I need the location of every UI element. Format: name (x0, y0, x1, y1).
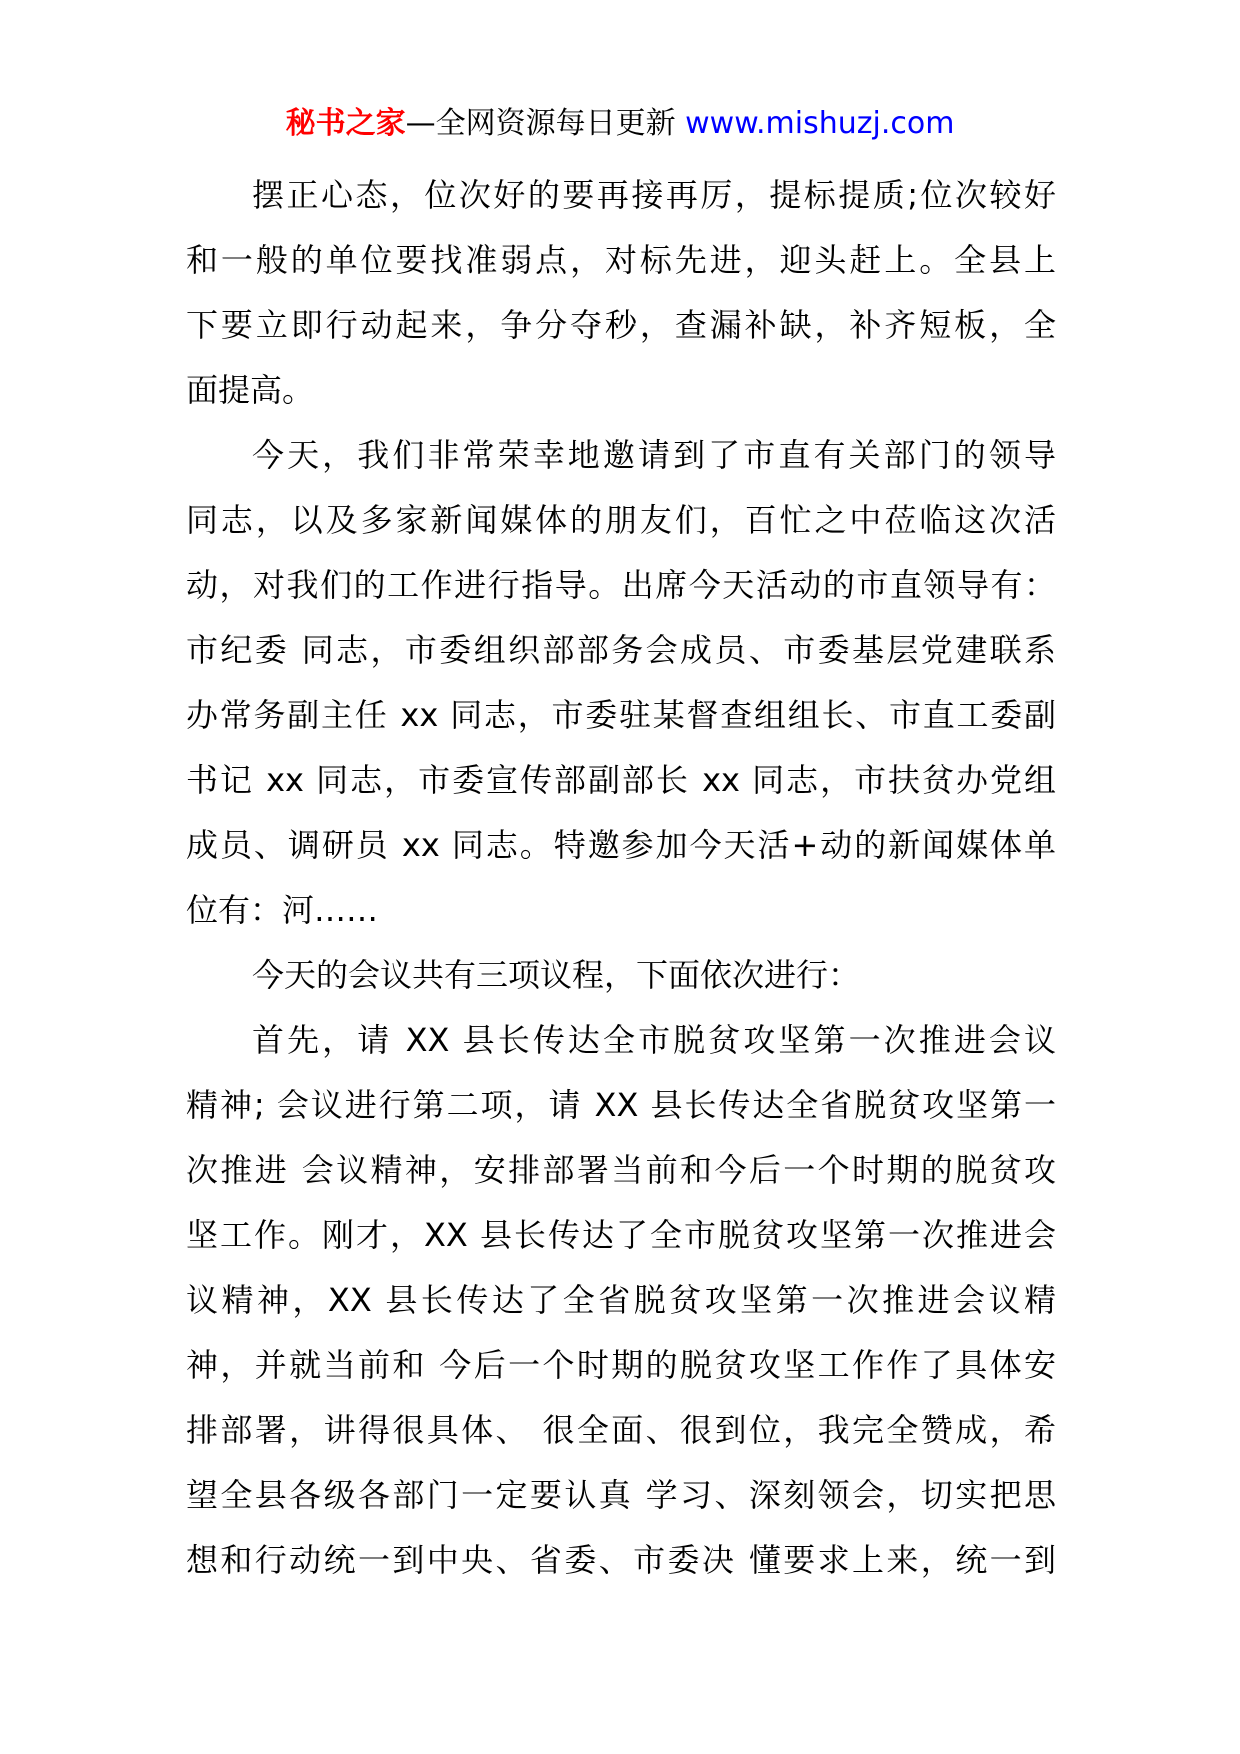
header-url-link[interactable]: www.mishuzj.com (685, 106, 955, 141)
document-body (186, 163, 1056, 1593)
text-line: 市纪委 同志，市委组织部部务会成员、市委基层党建联系 (186, 631, 1056, 669)
header-slogan: —全网资源每日更新 (405, 106, 686, 141)
text-line: 同志，以及多家新闻媒体的朋友们，百忙之中莅临这次活 (186, 501, 1056, 539)
text-line: 想和行动统一到中央、省委、市委决 懂要求上来，统一到 (186, 1541, 1056, 1579)
text-line: 书记 xx 同志，市委宣传部副部长 xx 同志，市扶贫办党组 (186, 761, 1056, 799)
text-line: 动，对我们的工作进行指导。出席今天活动的市直领导有： (186, 566, 1056, 604)
text-line: 办常务副主任 xx 同志，市委驻某督查组组长、市直工委副 (186, 696, 1056, 734)
text-line: 首先，请 XX 县长传达全市脱贫攻坚第一次推进会议 (252, 1021, 1056, 1059)
text-line: 议精神，XX 县长传达了全省脱贫攻坚第一次推进会议精 (186, 1281, 1056, 1319)
text-line: 和一般的单位要找准弱点，对标先进，迎头赶上。全县上 (186, 241, 1056, 279)
text-line: 今天，我们非常荣幸地邀请到了市直有关部门的领导 (252, 436, 1056, 474)
text-line: 摆正心态，位次好的要再接再厉，提标提质;位次较好 (252, 176, 1056, 214)
header-brand: 秘书之家 (285, 106, 406, 141)
text-line: 精神; 会议进行第二项，请 XX 县长传达全省脱贫攻坚第一 (186, 1086, 1056, 1124)
text-line: 坚工作。刚才，XX 县长传达了全市脱贫攻坚第一次推进会 (186, 1216, 1056, 1254)
text-line: 面提高。 (186, 371, 315, 409)
text-line: 神，并就当前和 今后一个时期的脱贫攻坚工作作了具体安 (186, 1346, 1056, 1384)
text-line: 次推进 会议精神，安排部署当前和今后一个时期的脱贫攻 (186, 1151, 1056, 1189)
text-line: 今天的会议共有三项议程，下面依次进行： (252, 956, 861, 994)
text-line: 成员、调研员 xx 同志。特邀参加今天活+动的新闻媒体单 (186, 826, 1056, 864)
text-line: 排部署，讲得很具体、 很全面、很到位，我完全赞成，希 (186, 1411, 1056, 1449)
page-header (0, 102, 1240, 146)
text-line: 下要立即行动起来，争分夺秒，查漏补缺，补齐短板，全 (186, 306, 1056, 344)
text-line: 望全县各级各部门一定要认真 学习、深刻领会，切实把思 (186, 1476, 1056, 1514)
text-line: 位有：河…… (186, 891, 379, 929)
